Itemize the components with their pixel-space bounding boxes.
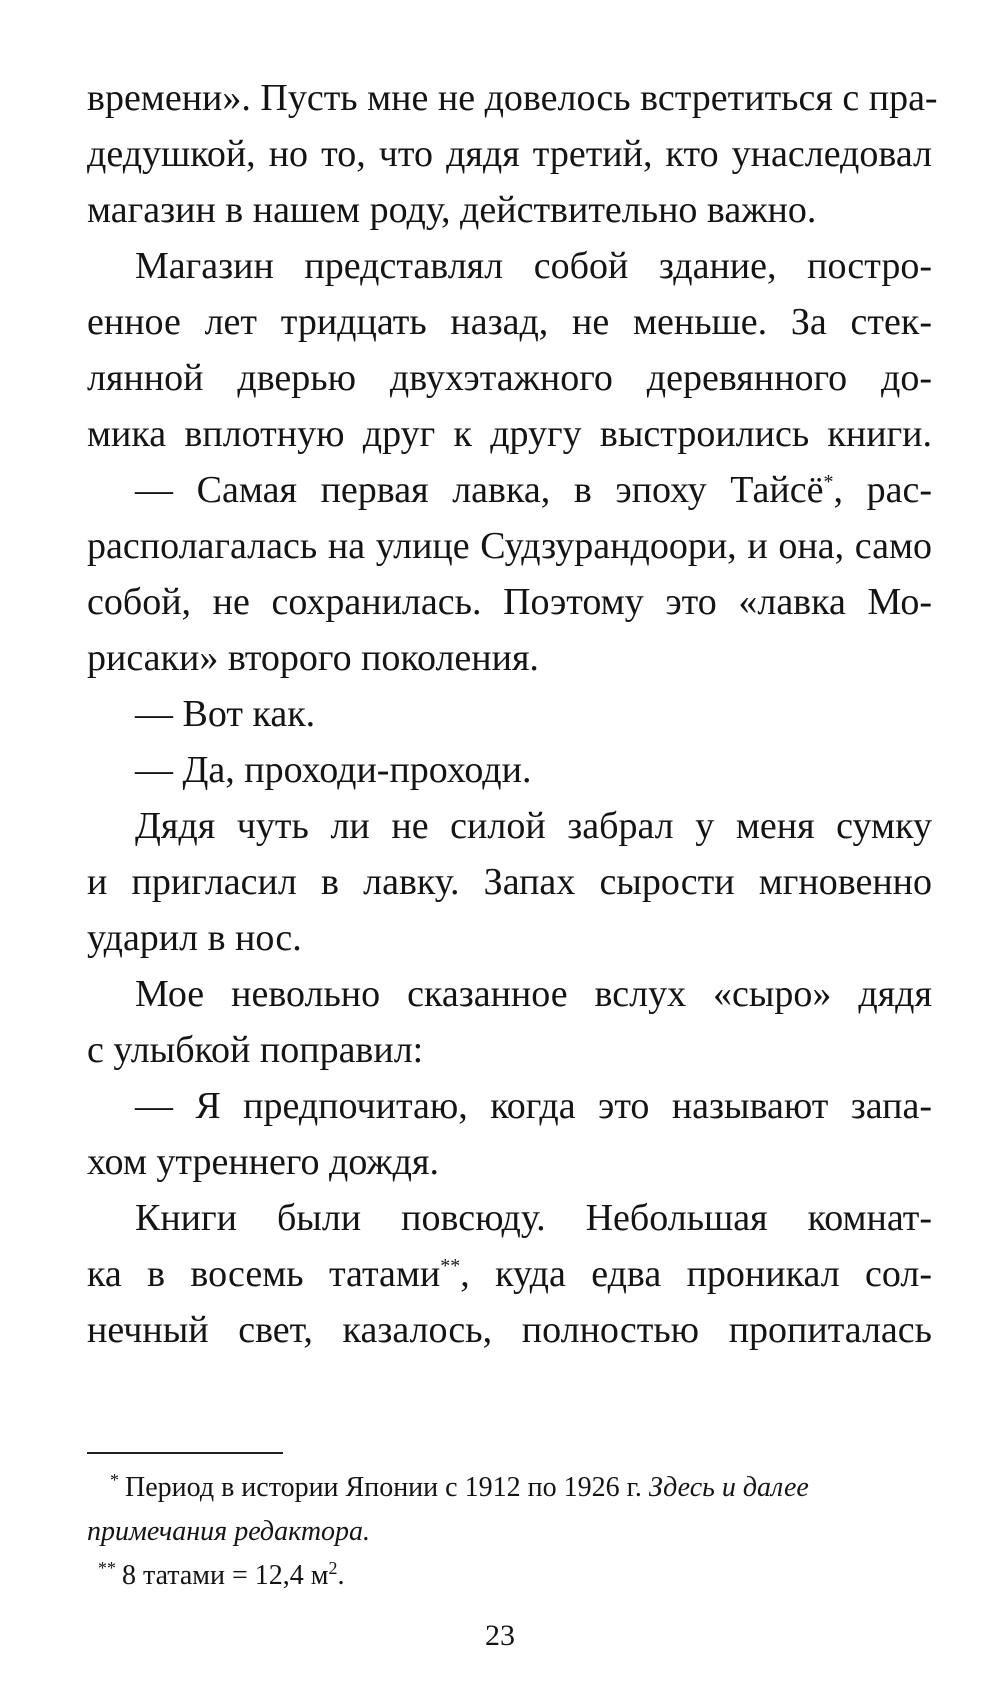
text-segment: ка в восемь татами bbox=[87, 1253, 441, 1295]
text-line: времени». Пусть мне не довелось встретиться с пра- bbox=[87, 77, 938, 119]
text-line: Книги были повсюду. Небольшая комнат- bbox=[135, 1197, 932, 1239]
text-line bbox=[87, 1246, 932, 1302]
text-line: собой, не сохранилась. Поэтому это «лавка Мо- bbox=[87, 581, 932, 623]
footnote-ref: ** bbox=[440, 1255, 461, 1277]
text-line: и пригласил в лавку. Запах сырости мгновенно bbox=[87, 861, 932, 903]
text-line bbox=[135, 462, 932, 518]
footnote-italic: Здесь и далее bbox=[648, 1472, 809, 1503]
footnote-divider bbox=[87, 1452, 283, 1454]
text-line: Мое невольно сказанное вслух «сыро» дядя bbox=[135, 973, 932, 1015]
text-line: магазин в нашем роду, действительно важно. bbox=[87, 189, 817, 231]
text-line: — Да, проходи-проходи. bbox=[135, 749, 532, 791]
text-line: Дядя чуть ли не силой забрал у меня сумку bbox=[135, 805, 932, 847]
page-number: 23 bbox=[485, 1619, 515, 1652]
text-segment: — Самая первая лавка, в эпоху Тайсё bbox=[135, 469, 824, 511]
text-line: дедушкой, но то, что дядя третий, кто унаследовал bbox=[87, 133, 932, 175]
footnote-2 bbox=[98, 1554, 345, 1598]
text-line: нечный свет, казалось, полностью пропиталась bbox=[87, 1309, 932, 1351]
footnote-text: Период в истории Японии с 1912 по 1926 г. bbox=[125, 1472, 649, 1503]
text-line: — Я предпочитаю, когда это называют запа- bbox=[135, 1085, 932, 1127]
text-line: с улыбкой поправил: bbox=[87, 1029, 424, 1071]
text-segment: , рас- bbox=[833, 469, 932, 511]
footnote-1-continuation bbox=[87, 1510, 370, 1554]
text-line: хом утреннего дождя. bbox=[87, 1141, 439, 1183]
text-line: располагалась на улице Судзурандоори, и она, само bbox=[87, 525, 932, 567]
text-segment: , куда едва проникал сол- bbox=[460, 1253, 932, 1295]
text-line: мика вплотную друг к другу выстроились книги. bbox=[87, 413, 932, 455]
footnote-mark: * bbox=[110, 1470, 119, 1490]
footnote-text: 8 татами = 12,4 м bbox=[122, 1560, 329, 1591]
text-line: енное лет тридцать назад, не меньше. За стек- bbox=[87, 301, 932, 343]
text-line: рисаки» второго поколения. bbox=[87, 637, 539, 679]
text-line: ударил в нос. bbox=[87, 917, 302, 959]
text-line: — Вот как. bbox=[135, 693, 316, 735]
footnote-end: . bbox=[337, 1560, 345, 1591]
text-line: Магазин представлял собой здание, постро- bbox=[135, 245, 932, 287]
superscript: 2 bbox=[328, 1558, 338, 1578]
footnote-1 bbox=[110, 1466, 809, 1510]
footnote-ref: * bbox=[823, 471, 834, 493]
text-line: лянной дверью двухэтажного деревянного до- bbox=[87, 357, 932, 399]
footnote-mark: ** bbox=[98, 1558, 116, 1578]
footnote-italic: примечания редактора. bbox=[87, 1516, 371, 1547]
